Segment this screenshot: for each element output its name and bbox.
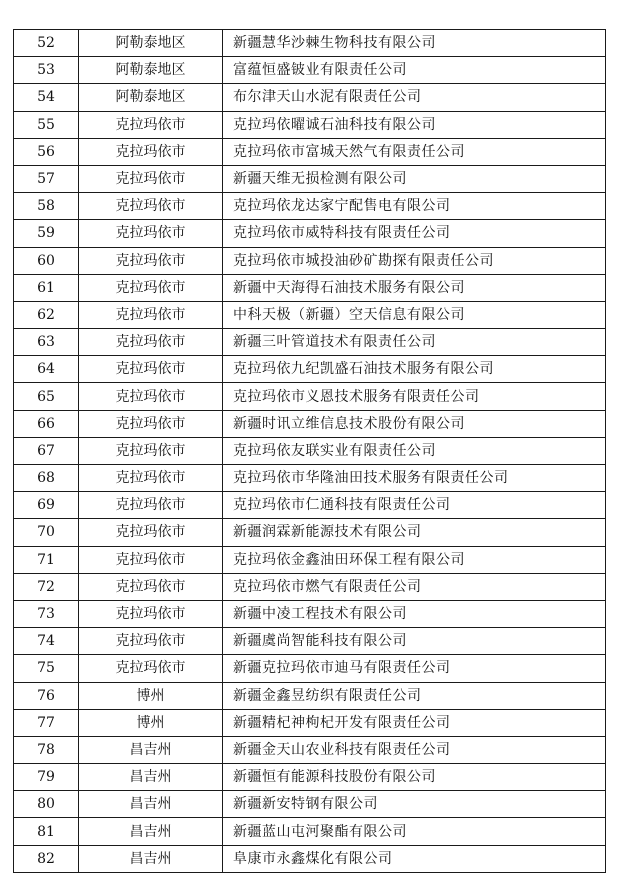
table-row: [14, 329, 606, 356]
company-name-cell: 克拉玛依友联实业有限责任公司: [223, 437, 606, 464]
region-cell: 阿勒泰地区: [79, 84, 223, 111]
table-row: [14, 247, 606, 274]
row-number-cell: 53: [14, 57, 79, 84]
region-cell: 克拉玛依市: [79, 655, 223, 682]
company-name-cell: 克拉玛依九纪凯盛石油技术服务有限公司: [223, 356, 606, 383]
row-number-cell: 52: [14, 30, 79, 57]
company-name-cell: 新疆精杞神枸杞开发有限责任公司: [223, 709, 606, 736]
company-name-cell: 布尔津天山水泥有限责任公司: [223, 84, 606, 111]
table-row: [14, 845, 606, 872]
company-name-cell: 克拉玛依曜诚石油科技有限公司: [223, 111, 606, 138]
row-number-cell: 67: [14, 437, 79, 464]
row-number-cell: 80: [14, 791, 79, 818]
table-row: [14, 764, 606, 791]
region-cell: 克拉玛依市: [79, 519, 223, 546]
table-row: [14, 193, 606, 220]
table-row: [14, 628, 606, 655]
region-cell: 克拉玛依市: [79, 492, 223, 519]
region-cell: 昌吉州: [79, 791, 223, 818]
table-row: [14, 682, 606, 709]
region-cell: 阿勒泰地区: [79, 57, 223, 84]
row-number-cell: 78: [14, 736, 79, 763]
region-cell: 克拉玛依市: [79, 220, 223, 247]
row-number-cell: 68: [14, 465, 79, 492]
table-row: [14, 84, 606, 111]
table-row: [14, 274, 606, 301]
row-number-cell: 56: [14, 138, 79, 165]
table-row: [14, 165, 606, 192]
document-page: [13, 29, 606, 873]
row-number-cell: 76: [14, 682, 79, 709]
region-cell: 克拉玛依市: [79, 410, 223, 437]
row-number-cell: 69: [14, 492, 79, 519]
region-cell: 克拉玛依市: [79, 329, 223, 356]
row-number-cell: 59: [14, 220, 79, 247]
table-row: [14, 791, 606, 818]
region-cell: 克拉玛依市: [79, 165, 223, 192]
table-row: [14, 546, 606, 573]
table-row: [14, 600, 606, 627]
company-name-cell: 阜康市永鑫煤化有限公司: [223, 845, 606, 872]
company-name-cell: 新疆天维无损检测有限公司: [223, 165, 606, 192]
row-number-cell: 62: [14, 301, 79, 328]
table-row: [14, 519, 606, 546]
region-cell: 克拉玛依市: [79, 546, 223, 573]
row-number-cell: 55: [14, 111, 79, 138]
company-name-cell: 克拉玛依龙达家宁配售电有限公司: [223, 193, 606, 220]
row-number-cell: 65: [14, 383, 79, 410]
region-cell: 克拉玛依市: [79, 437, 223, 464]
company-name-cell: 克拉玛依市城投油砂矿勘探有限责任公司: [223, 247, 606, 274]
region-cell: 昌吉州: [79, 818, 223, 845]
table-row: [14, 818, 606, 845]
company-list-table: [13, 29, 606, 873]
table-row: [14, 573, 606, 600]
company-name-cell: 新疆中天海得石油技术服务有限公司: [223, 274, 606, 301]
row-number-cell: 63: [14, 329, 79, 356]
company-name-cell: 新疆金鑫昱纺织有限责任公司: [223, 682, 606, 709]
table-row: [14, 383, 606, 410]
row-number-cell: 74: [14, 628, 79, 655]
table-row: [14, 410, 606, 437]
region-cell: 克拉玛依市: [79, 193, 223, 220]
row-number-cell: 58: [14, 193, 79, 220]
company-name-cell: 克拉玛依市富城天然气有限责任公司: [223, 138, 606, 165]
row-number-cell: 72: [14, 573, 79, 600]
row-number-cell: 82: [14, 845, 79, 872]
region-cell: 克拉玛依市: [79, 465, 223, 492]
row-number-cell: 81: [14, 818, 79, 845]
company-name-cell: 新疆金天山农业科技有限责任公司: [223, 736, 606, 763]
row-number-cell: 73: [14, 600, 79, 627]
region-cell: 克拉玛依市: [79, 274, 223, 301]
table-row: [14, 57, 606, 84]
row-number-cell: 57: [14, 165, 79, 192]
table-row: [14, 111, 606, 138]
company-name-cell: 克拉玛依市义恩技术服务有限责任公司: [223, 383, 606, 410]
region-cell: 克拉玛依市: [79, 111, 223, 138]
row-number-cell: 75: [14, 655, 79, 682]
row-number-cell: 61: [14, 274, 79, 301]
region-cell: 博州: [79, 709, 223, 736]
company-name-cell: 新疆三叶管道技术有限责任公司: [223, 329, 606, 356]
region-cell: 克拉玛依市: [79, 138, 223, 165]
table-row: [14, 709, 606, 736]
company-name-cell: 新疆中凌工程技术有限公司: [223, 600, 606, 627]
table-body: [14, 30, 606, 873]
region-cell: 博州: [79, 682, 223, 709]
company-name-cell: 中科天极（新疆）空天信息有限公司: [223, 301, 606, 328]
row-number-cell: 60: [14, 247, 79, 274]
company-name-cell: 新疆恒有能源科技股份有限公司: [223, 764, 606, 791]
company-name-cell: 克拉玛依市威特科技有限责任公司: [223, 220, 606, 247]
region-cell: 克拉玛依市: [79, 356, 223, 383]
company-name-cell: 克拉玛依市华隆油田技术服务有限责任公司: [223, 465, 606, 492]
region-cell: 克拉玛依市: [79, 247, 223, 274]
company-name-cell: 富蕴恒盛铍业有限责任公司: [223, 57, 606, 84]
region-cell: 昌吉州: [79, 736, 223, 763]
table-row: [14, 220, 606, 247]
region-cell: 阿勒泰地区: [79, 30, 223, 57]
table-row: [14, 655, 606, 682]
company-name-cell: 新疆蓝山屯河聚酯有限公司: [223, 818, 606, 845]
company-name-cell: 新疆润霖新能源技术有限公司: [223, 519, 606, 546]
table-row: [14, 465, 606, 492]
region-cell: 昌吉州: [79, 845, 223, 872]
table-row: [14, 492, 606, 519]
row-number-cell: 79: [14, 764, 79, 791]
row-number-cell: 64: [14, 356, 79, 383]
region-cell: 克拉玛依市: [79, 628, 223, 655]
row-number-cell: 66: [14, 410, 79, 437]
company-name-cell: 新疆慧华沙棘生物科技有限公司: [223, 30, 606, 57]
region-cell: 克拉玛依市: [79, 573, 223, 600]
region-cell: 昌吉州: [79, 764, 223, 791]
row-number-cell: 71: [14, 546, 79, 573]
company-name-cell: 新疆克拉玛依市迪马有限责任公司: [223, 655, 606, 682]
region-cell: 克拉玛依市: [79, 301, 223, 328]
table-row: [14, 30, 606, 57]
row-number-cell: 70: [14, 519, 79, 546]
company-name-cell: 克拉玛依市燃气有限责任公司: [223, 573, 606, 600]
table-row: [14, 437, 606, 464]
company-name-cell: 新疆新安特钢有限公司: [223, 791, 606, 818]
company-name-cell: 新疆虞尚智能科技有限公司: [223, 628, 606, 655]
table-row: [14, 356, 606, 383]
company-name-cell: 新疆时讯立维信息技术股份有限公司: [223, 410, 606, 437]
company-name-cell: 克拉玛依市仁通科技有限责任公司: [223, 492, 606, 519]
table-row: [14, 138, 606, 165]
table-row: [14, 301, 606, 328]
table-row: [14, 736, 606, 763]
region-cell: 克拉玛依市: [79, 600, 223, 627]
company-name-cell: 克拉玛依金鑫油田环保工程有限公司: [223, 546, 606, 573]
region-cell: 克拉玛依市: [79, 383, 223, 410]
row-number-cell: 54: [14, 84, 79, 111]
row-number-cell: 77: [14, 709, 79, 736]
